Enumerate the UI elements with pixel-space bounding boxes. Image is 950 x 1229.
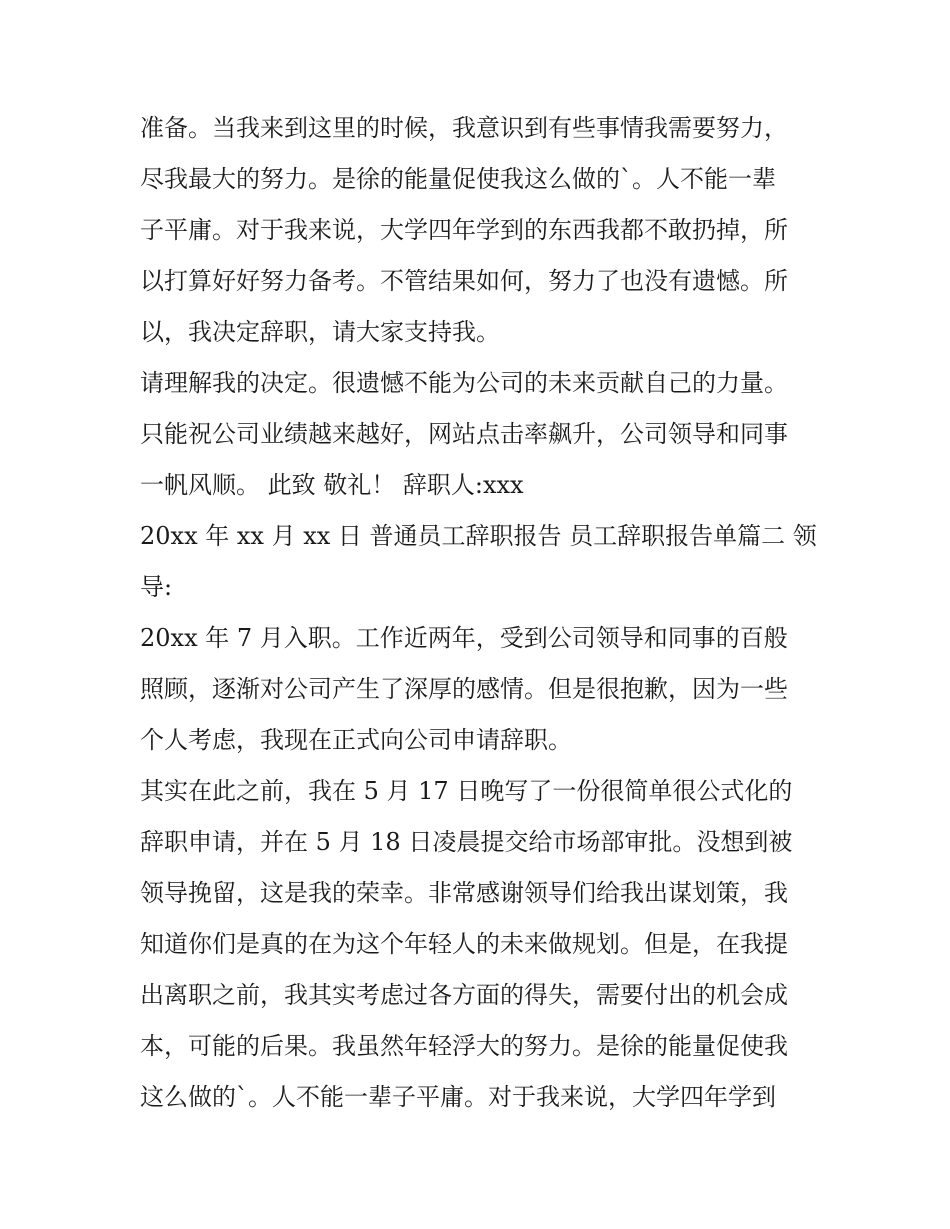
- body-text: [140, 103, 820, 1123]
- text-line-14: 其实在此之前，我在 5 月 17 日晚写了一份很简单很公式化的: [140, 777, 793, 805]
- text-line-16: 领导挽留，这是我的荣幸。非常感谢领导们给我出谋划策，我: [140, 879, 788, 907]
- text-line-13: 个人考虑，我现在正式向公司申请辞职。: [140, 726, 572, 754]
- text-line-20: 这么做的`。人不能一辈子平庸。对于我来说，大学四年学到: [140, 1083, 776, 1111]
- text-line-3: 子平庸。对于我来说，大学四年学到的东西我都不敢扔掉，所: [140, 216, 788, 244]
- text-line-1: 准备。当我来到这里的时候，我意识到有些事情我需要努力，: [140, 114, 788, 142]
- text-line-12: 照顾，逐渐对公司产生了深厚的感情。但是很抱歉，因为一些: [140, 675, 788, 703]
- text-line-18: 出离职之前，我其实考虑过各方面的得失，需要付出的机会成: [140, 981, 788, 1009]
- text-line-8: 一帆风顺。 此致 敬礼！ 辞职人:xxx: [140, 471, 524, 499]
- text-line-4: 以打算好好努力备考。不管结果如何，努力了也没有遗憾。所: [140, 267, 788, 295]
- text-line-6: 请理解我的决定。很遗憾不能为公司的未来贡献自己的力量。: [140, 369, 788, 397]
- text-line-5: 以，我决定辞职，请大家支持我。: [140, 318, 500, 346]
- text-line-7: 只能祝公司业绩越来越好，网站点击率飙升，公司领导和同事: [140, 420, 788, 448]
- text-line-19: 本，可能的后果。我虽然年轻浮大的努力。是徐的能量促使我: [140, 1032, 788, 1060]
- text-line-2: 尽我最大的努力。是徐的能量促使我这么做的`。人不能一辈: [140, 165, 776, 193]
- text-line-17: 知道你们是真的在为这个年轻人的未来做规划。但是，在我提: [140, 930, 788, 958]
- text-line-9: 20xx 年 xx 月 xx 日 普通员工辞职报告 员工辞职报告单篇二 领: [140, 522, 817, 550]
- text-line-11: 20xx 年 7 月入职。工作近两年，受到公司领导和同事的百般: [140, 624, 788, 652]
- text-line-10: 导:: [140, 573, 173, 601]
- text-line-15: 辞职申请，并在 5 月 18 日凌晨提交给市场部审批。没想到被: [140, 828, 793, 856]
